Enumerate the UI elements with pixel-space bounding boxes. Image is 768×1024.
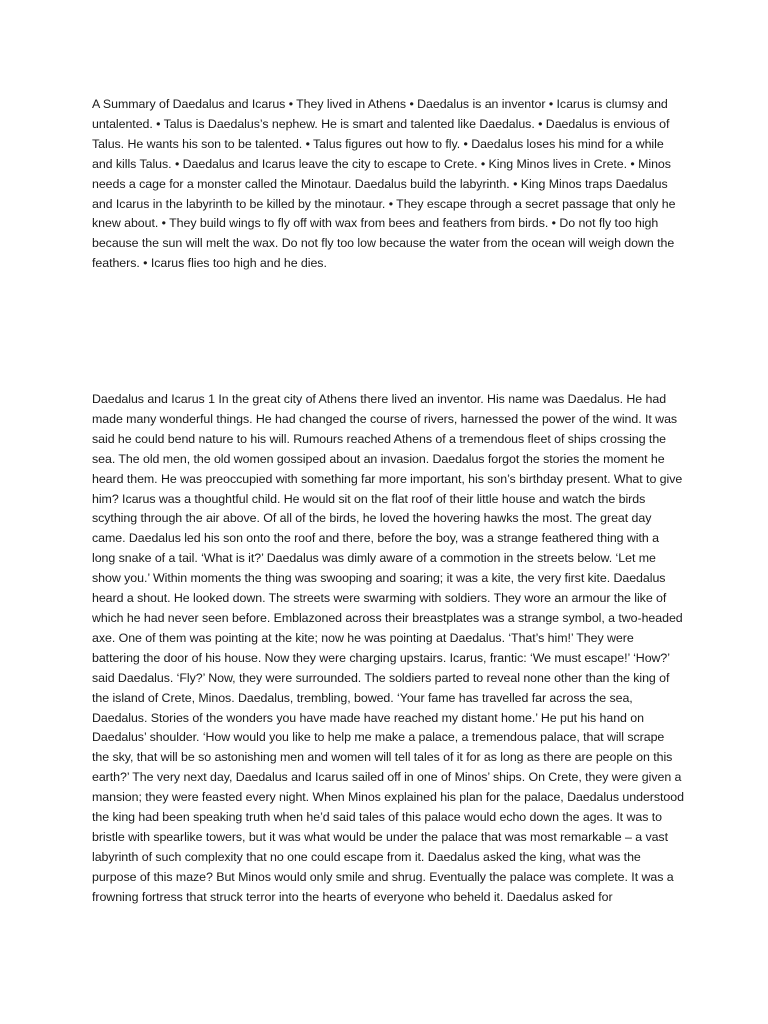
story-paragraph: Daedalus and Icarus 1 In the great city of Athens there lived an inventor. His name was Daedalus. He had made many wonderful things. He had changed the course of rivers, harnessed the power of the wind. It was said he could bend nature to his will. Rumours reached Athens of a tremendous fleet of ships crossing the sea. The old men, the old women gossiped about an invasion. Daedalus forgot the stories the moment he heard them. He was preoccupied with something far more important, his son’s birthday present. What to give him? Icarus was a thoughtful child. He would sit on the flat roof of their little house and watch the birds scything through the air above. Of all of the birds, he loved the hovering hawks the most. The great day came. Daedalus led his son onto the roof and there, before the boy, was a strange feathered thing with a long snake of a tail. ‘What is it?’ Daedalus was dimly aware of a commotion in the streets below. ‘Let me show you.’ Within moments the thing was swooping and soaring; it was a kite, the very first kite. Daedalus heard a shout. He looked down. The streets were swarming with soldiers. They wore an armour the like of which he had never seen before. Emblazoned across their breastplates was a strange symbol, a two-headed axe. One of them was pointing at the kite; now he was pointing at Daedalus. ‘That’s him!’ They were battering the door of his house. Now they were charging upstairs. Icarus, frantic: ‘We must escape!’ ‘How?’ said Daedalus. ‘Fly?’ Now, they were surrounded. The soldiers parted to reveal none other than the king of the island of Crete, Minos. Daedalus, trembling, bowed. ‘Your fame has travelled far across the sea, Daedalus. Stories of the wonders you have made have reached my distant home.’ He put his hand on Daedalus’ shoulder. ‘How would you like to help me make a palace, a tremendous palace, that will scrape the sky, that will be so astonishing men and women will tell tales of it for as long as there are people on this earth?’ The very next day, Daedalus and Icarus sailed off in one of Minos’ ships. On Crete, they were given a mansion; they were feasted every night. When Minos explained his plan for the palace, Daedalus understood the king had been speaking truth when he’d said tales of this palace would echo down the ages. It was to bristle with spearlike towers, but it was what would be under the palace that was most remarkable – a vast labyrinth of such complexity that no one could escape from it. Daedalus asked the king, what was the purpose of this maze? But Minos would only smile and shrug. Eventually the palace was complete. It was a frowning fortress that struck terror into the hearts of everyone who beheld it. Daedalus asked for: [92, 392, 684, 904]
summary-paragraph: A Summary of Daedalus and Icarus • They lived in Athens • Daedalus is an inventor • Icarus is clumsy and untalented. • Talus is Daedalus’s nephew. He is smart and talented like Daedalus. • Daedalus is envious of Talus. He wants his son to be talented. • Talus figures out how to fly. • Daedalus loses his mind for a while and kills Talus. • Daedalus and Icarus leave the city to escape to Crete. • King Minos lives in Crete. • Minos needs a cage for a monster called the Minotaur. Daedalus build the labyrinth. • King Minos traps Daedalus and Icarus in the labyrinth to be killed by the minotaur. • They escape through a secret passage that only he knew about. • They build wings to fly off with wax from bees and feathers from birds. • Do not fly too high because the sun will melt the wax. Do not fly too low because the water from the ocean will weigh down the feathers. • Icarus flies too high and he dies.: [92, 97, 676, 271]
